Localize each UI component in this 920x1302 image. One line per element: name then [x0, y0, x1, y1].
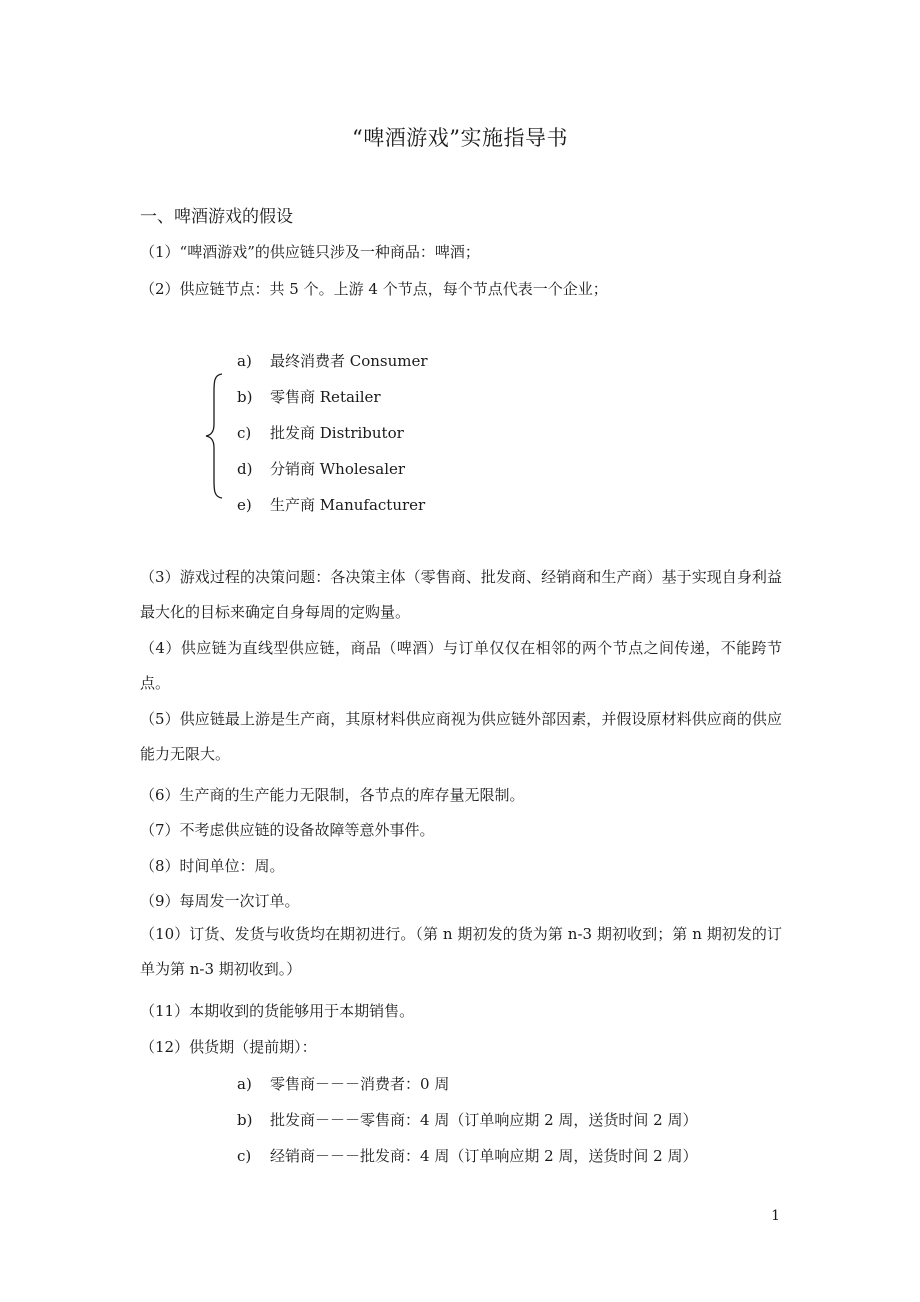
assumption-4: （4）供应链为直线型供应链，商品（啤酒）与订单仅仅在相邻的两个节点之间传递，不能跨节点。 [140, 639, 782, 692]
lead-time-item [237, 1109, 697, 1130]
assumption-9: （9）每周发一次订单。 [140, 892, 300, 910]
section-heading: 一、啤酒游戏的假设 [140, 207, 293, 227]
assumption-8: （8）时间单位：周。 [140, 857, 285, 875]
lead-time-text: 零售商－－－消费者：0 周 [270, 1075, 450, 1093]
lead-time-label: b) [237, 1111, 253, 1129]
node-label: d) [237, 460, 253, 478]
node-item [237, 350, 428, 371]
lead-time-text: 经销商－－－批发商：4 周（订单响应期 2 周，送货时间 2 周） [270, 1147, 698, 1165]
lead-time-item [237, 1073, 449, 1094]
lead-time-label: a) [237, 1075, 252, 1093]
assumption-1: （1）“啤酒游戏”的供应链只涉及一种商品：啤酒； [140, 243, 480, 261]
node-label: a) [237, 352, 252, 370]
curly-brace-icon [202, 372, 224, 500]
lead-time-label: c) [237, 1147, 252, 1165]
node-text: 零售商 Retailer [270, 388, 381, 406]
assumption-2: （2）供应链节点：共 5 个。上游 4 个节点，每个节点代表一个企业； [140, 280, 608, 298]
node-text: 分销商 Wholesaler [270, 460, 406, 478]
node-item [237, 494, 425, 515]
page-title: “啤酒游戏”实施指导书 [352, 126, 568, 150]
node-label: b) [237, 388, 253, 406]
lead-time-text: 批发商－－－零售商：4 周（订单响应期 2 周，送货时间 2 周） [270, 1111, 698, 1129]
node-item [237, 458, 405, 479]
assumption-6: （6）生产商的生产能力无限制，各节点的库存量无限制。 [140, 786, 525, 804]
node-text: 最终消费者 Consumer [270, 352, 428, 370]
node-item [237, 386, 381, 407]
node-item [237, 422, 404, 443]
page-number: 1 [771, 1208, 780, 1224]
assumption-12: （12）供货期（提前期）： [140, 1038, 317, 1056]
node-text: 生产商 Manufacturer [270, 496, 426, 514]
assumption-10: （10）订货、发货与收货均在期初进行。（第 n 期初发的货为第 n-3 期初收到；第 n 期初发的订单为第 n-3 期初收到。） [140, 925, 782, 978]
node-label: e) [237, 496, 252, 514]
node-label: c) [237, 424, 252, 442]
assumption-5: （5）供应链最上游是生产商，其原材料供应商视为供应链外部因素，并假设原材料供应商的供应能力无限大。 [140, 710, 782, 763]
lead-time-item [237, 1145, 697, 1166]
assumption-11: （11）本期收到的货能够用于本期销售。 [140, 1002, 415, 1020]
assumption-3: （3）游戏过程的决策问题：各决策主体（零售商、批发商、经销商和生产商）基于实现自身利益最大化的目标来确定自身每周的定购量。 [140, 568, 782, 621]
assumption-7: （7）不考虑供应链的设备故障等意外事件。 [140, 821, 435, 839]
node-text: 批发商 Distributor [270, 424, 404, 442]
